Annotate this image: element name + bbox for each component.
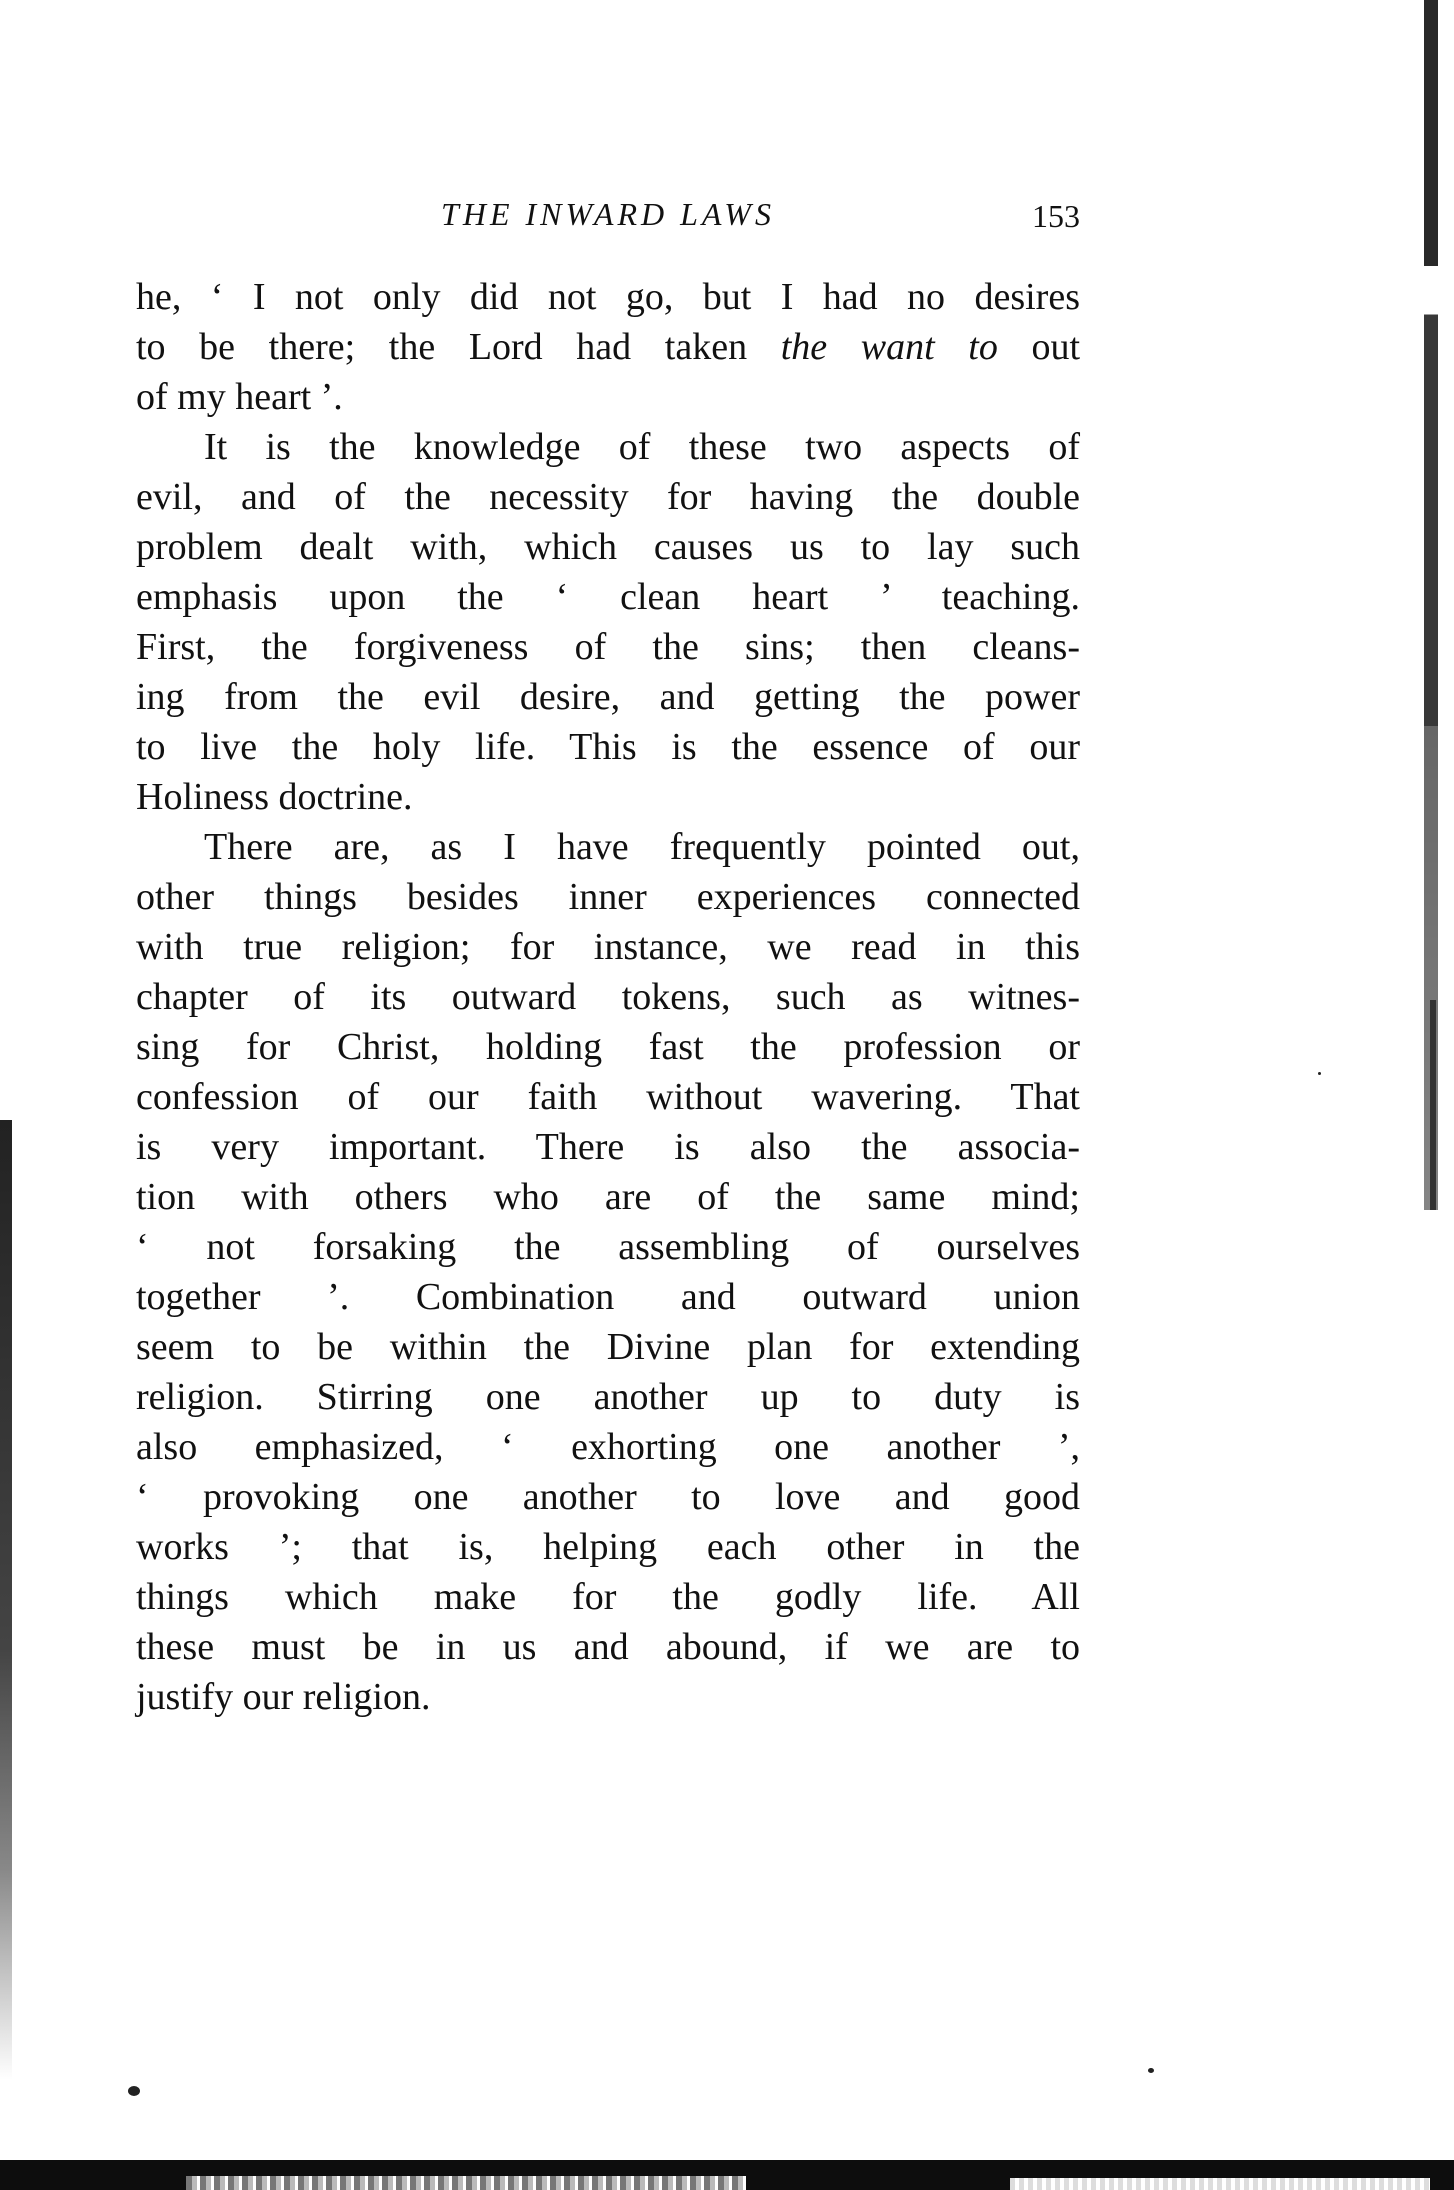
text-line: is very important. There is also the associa- bbox=[136, 1126, 1080, 1168]
running-head-title: THE INWARD LAWS bbox=[441, 196, 775, 232]
text-line: together ’. Combination and outward union bbox=[136, 1276, 1080, 1318]
text-line: First, the forgiveness of the sins; then cleans- bbox=[136, 626, 1080, 668]
text-run: out bbox=[997, 326, 1081, 368]
text-line: ‘ not forsaking the assembling of ourselves bbox=[136, 1226, 1080, 1268]
text-line: seem to be within the Divine plan for extending bbox=[136, 1326, 1080, 1368]
text-line: confession of our faith without wavering. That bbox=[136, 1076, 1080, 1118]
ink-speck bbox=[128, 2086, 140, 2096]
text-line: problem dealt with, which causes us to lay such bbox=[136, 526, 1080, 568]
text-line: religion. Stirring one another up to duty is bbox=[136, 1376, 1080, 1418]
text-line: of my heart ’. bbox=[136, 376, 343, 418]
ink-speck bbox=[1148, 2068, 1154, 2073]
ink-speck bbox=[1318, 1072, 1321, 1075]
scan-bottom-noise bbox=[1010, 2178, 1430, 2190]
scan-edge-shadow-right-lower bbox=[1430, 1000, 1436, 1210]
text-line: ing from the evil desire, and getting the power bbox=[136, 676, 1080, 718]
text-line: ‘ provoking one another to love and good bbox=[136, 1476, 1080, 1518]
body-text bbox=[136, 272, 1080, 1722]
running-head bbox=[136, 196, 1080, 240]
text-run: to be there; the Lord had taken bbox=[136, 326, 781, 368]
text-line: sing for Christ, holding fast the profession or bbox=[136, 1026, 1080, 1068]
text-line: evil, and of the necessity for having the double bbox=[136, 476, 1080, 518]
text-line: chapter of its outward tokens, such as witnes- bbox=[136, 976, 1080, 1018]
text-line: with true religion; for instance, we read in this bbox=[136, 926, 1080, 968]
page-number: 153 bbox=[1032, 198, 1080, 234]
paragraph-first-line: There are, as I have frequently pointed out, bbox=[204, 826, 1080, 868]
text-line: these must be in us and abound, if we are to bbox=[136, 1626, 1080, 1668]
text-line: he, ‘ I not only did not go, but I had no desires bbox=[136, 276, 1080, 318]
text-line bbox=[136, 322, 1080, 372]
text-line: works ’; that is, helping each other in the bbox=[136, 1526, 1080, 1568]
paragraph-first-line: It is the knowledge of these two aspects of bbox=[204, 426, 1080, 468]
text-line: also emphasized, ‘ exhorting one another ’, bbox=[136, 1426, 1080, 1468]
scan-bottom-noise bbox=[186, 2176, 746, 2190]
text-line: emphasis upon the ‘ clean heart ’ teaching. bbox=[136, 576, 1080, 618]
text-line: things which make for the godly life. All bbox=[136, 1576, 1080, 1618]
scan-edge-shadow-left bbox=[0, 1120, 12, 2080]
italic-emphasis: the want to bbox=[780, 326, 998, 368]
text-line: other things besides inner experiences connected bbox=[136, 876, 1080, 918]
text-line: to live the holy life. This is the essence of our bbox=[136, 726, 1080, 768]
text-line: tion with others who are of the same mind; bbox=[136, 1176, 1080, 1218]
text-line: Holiness doctrine. bbox=[136, 776, 413, 818]
text-line: justify our religion. bbox=[136, 1676, 431, 1718]
